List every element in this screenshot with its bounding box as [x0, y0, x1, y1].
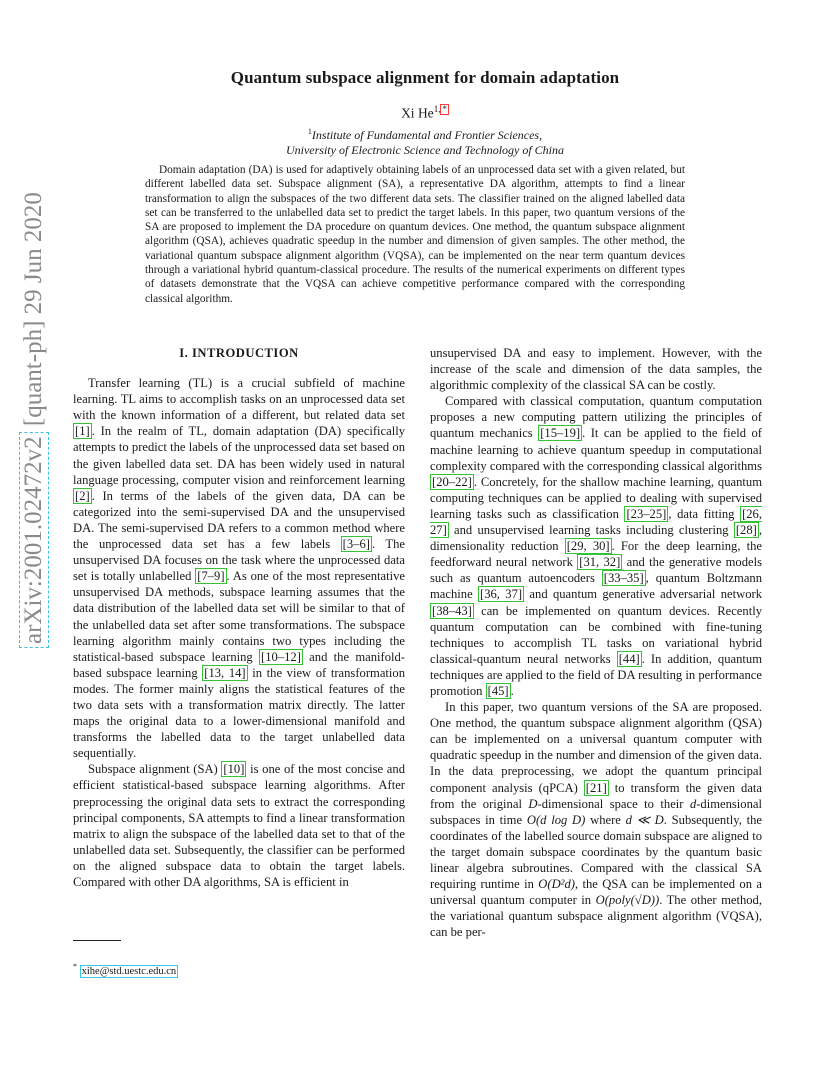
- intro-paragraph-4: In this paper, two quantum versions of the SA are proposed. One method, the quantum subspace alignment algorithm (QSA) can be implemented on a universal quantum computer with quadratic speedup in the number and dimension of the given data. In the data preprocessing, we adopt the quantum principal component analysis (qPCA) [21] to transform the given data from the original D-dimensional space to their d-dimensional subspaces in time O(d log D) where d ≪ D. Subsequently, the coordinates of the labelled source domain subspace are aligned to the target domain subspace coordinates by the quantum basic linear algebra subroutines. Compared with the classical SA requiring runtime in O(D²d), the QSA can be implemented on a universal quantum computer in O(poly(√D)). The other method, the variational quantum subspace alignment algorithm (VQSA), can be per-: [430, 700, 763, 940]
- math-complexity-qsa: O(poly(√D)): [595, 893, 660, 908]
- citation-link[interactable]: [38–43]: [432, 603, 472, 618]
- paper-title: Quantum subspace alignment for domain adaptation: [230, 68, 620, 87]
- citation-link[interactable]: [31, 32]: [579, 555, 621, 570]
- footnote-rule: [73, 940, 121, 941]
- author-line: [60, 104, 790, 122]
- right-column: [430, 345, 762, 940]
- intro-paragraph-1: Transfer learning (TL) is a crucial subfield of machine learning. TL aims to accomplish tasks on an unprocessed data set with the known information of a different, but related data set [1] . In the realm of TL, domain adaptation (DA) specifically attempts to predict the labels of the unprocessed data set based on the given labelled data set. DA has been widely used in natural language processing, computer vision and reinforcement learning [2] . In terms of the labels of the given data, DA can be categorized into the semi-supervised DA and the unsupervised DA. The semi-supervised DA refers to a common method where the unprocessed data set has a few labels [3–6] . The unsupervised DA focuses on the task where the unprocessed data set is totally unlabelled [7–9] . As one of the most representative unsupervised DA methods, subspace learning assumes that the data distribution of the labelled data set will be similar to that of the unlabelled data set after some transformations. The subspace learning algorithm mainly contains two types including the statistical-based subspace learning [10–12] and the manifold-based subspace learning [13, 14] in the view of transformation modes. The former mainly aligns the statistical features of the two data sets with a transformation matrix directly. The latter maps the original data to a lower-dimensional manifold and transforms the labelled data to the target unlabelled data sequentially.: [73, 376, 405, 761]
- citation-link[interactable]: [3–6]: [342, 537, 370, 552]
- citation-link[interactable]: [10]: [223, 762, 245, 777]
- email-link[interactable]: xihe@std.uestc.edu.cn: [81, 965, 177, 977]
- math-complexity-classical: O(D²d): [538, 877, 575, 892]
- left-column: [73, 345, 405, 890]
- citation-link[interactable]: [36, 37]: [480, 587, 523, 602]
- footnote: [73, 962, 178, 977]
- footnote-mark: *: [73, 962, 77, 971]
- affiliation-line-1: Institute of Fundamental and Frontier Sciences,: [311, 128, 543, 142]
- citation-link[interactable]: [23–25]: [626, 506, 667, 521]
- author-footnote-link[interactable]: *: [442, 104, 447, 114]
- citation-link[interactable]: [1]: [75, 424, 90, 439]
- intro-paragraph-2: Subspace alignment (SA) [10] is one of the most concise and efficient statistical-based subspace learning algorithms. After preprocessing the original data sets to extract the corresponding principal components, SA attempts to find a linear transformation matrix to align the subspace of the labelled data set to that of the unlabelled data set. Subsequently, the classifier can be performed on the aligned subspace data to obtain the target labels. Compared with other DA algorithms, SA is efficient in: [73, 762, 405, 889]
- citation-link[interactable]: [20–22]: [432, 474, 472, 489]
- author-affil-mark: 1,: [433, 104, 441, 114]
- arxiv-date: 29 Jun 2020: [20, 192, 47, 315]
- citation-link[interactable]: [29, 30]: [566, 539, 610, 554]
- citation-link[interactable]: [13, 14]: [204, 665, 246, 680]
- intro-paragraph-3: Compared with classical computation, quantum computation proposes a new computing pattern utilizing the principles of quantum mechanics [15–19] . It can be applied to the field of machine learning to achieve quantum speedup in computational complexity compared with the corresponding classical algorithms [20–22] . Concretely, for the shallow machine learning, quantum computing techniques can be applied to dealing with supervised learning tasks such as classification [23–25] , data fitting [26, 27] and unsupervised learning tasks including clustering [28] , dimensionality reduction [29, 30] . For the deep learning, the feedforward neural network [31, 32] and the generative models such as quantum autoencoders [33–35] , quantum Boltzmann machine [36, 37] and quantum generative adversarial network [38–43] can be implemented on quantum devices. Recently quantum computation can be combined with fine-tuning techniques to accomplish TL tasks on variational hybrid classical-quantum neural networks [44] . In addition, quantum techniques are applied to the field of DA resulting in performance promotion [45] .: [430, 394, 763, 698]
- affiliation-line-2: University of Electronic Science and Technology of China: [285, 143, 565, 157]
- arxiv-id-link[interactable]: arXiv:2001.02472v2: [19, 432, 49, 648]
- affiliation: [60, 124, 790, 158]
- citation-link[interactable]: [33–35]: [603, 571, 644, 586]
- citation-link[interactable]: [10–12]: [261, 649, 301, 664]
- intro-paragraph-continued: unsupervised DA and easy to implement. However, with the increase of the scale and dimension of the data samples, the algorithmic complexity of the classical SA can be costly.: [430, 346, 762, 393]
- math-condition: d ≪ D: [625, 812, 664, 827]
- math-d: d: [689, 796, 697, 811]
- arxiv-category: [quant-ph]: [20, 320, 47, 427]
- section-heading-introduction: I. INTRODUCTION: [179, 346, 299, 360]
- citation-link[interactable]: [45]: [487, 683, 509, 698]
- citation-link[interactable]: [21]: [585, 780, 607, 795]
- citation-link[interactable]: [2]: [75, 488, 90, 503]
- math-D: D: [528, 796, 538, 811]
- citation-link[interactable]: [15–19]: [540, 426, 581, 441]
- arxiv-sidebar-stamp: [14, 192, 54, 648]
- abstract: Domain adaptation (DA) is used for adaptively obtaining labels of an unprocessed data set with a given related, but different labelled data set. Subspace alignment (SA), a representative DA algorithm, attempts to find a linear transformation to align the subspaces of the two different data sets. The classifier trained on the aligned labelled data set can be transferred to the unlabelled data set to predict the target labels. In this paper, two quantum versions of the SA are proposed to implement the DA procedure on quantum devices. One method, the quantum subspace alignment algorithm (QSA), achieves quadratic speedup in the number and dimension of given samples. The other method, the variational quantum subspace alignment algorithm (VQSA), can be implemented on the near term quantum devices through a variational hybrid quantum-classical procedure. The results of the numerical experiments on different types of datasets demonstrate that the VQSA can achieve competitive performance compared with the corresponding classical algorithm.: [145, 164, 685, 305]
- citation-link[interactable]: [28]: [735, 523, 757, 538]
- citation-link[interactable]: [26, 27]: [430, 506, 762, 538]
- affiliation-mark: 1: [307, 127, 312, 136]
- author-name: Xi He: [401, 105, 434, 121]
- citation-link[interactable]: [44]: [618, 651, 640, 666]
- math-complexity-qpca: O(d log D): [526, 812, 586, 827]
- citation-link[interactable]: [7–9]: [197, 569, 225, 584]
